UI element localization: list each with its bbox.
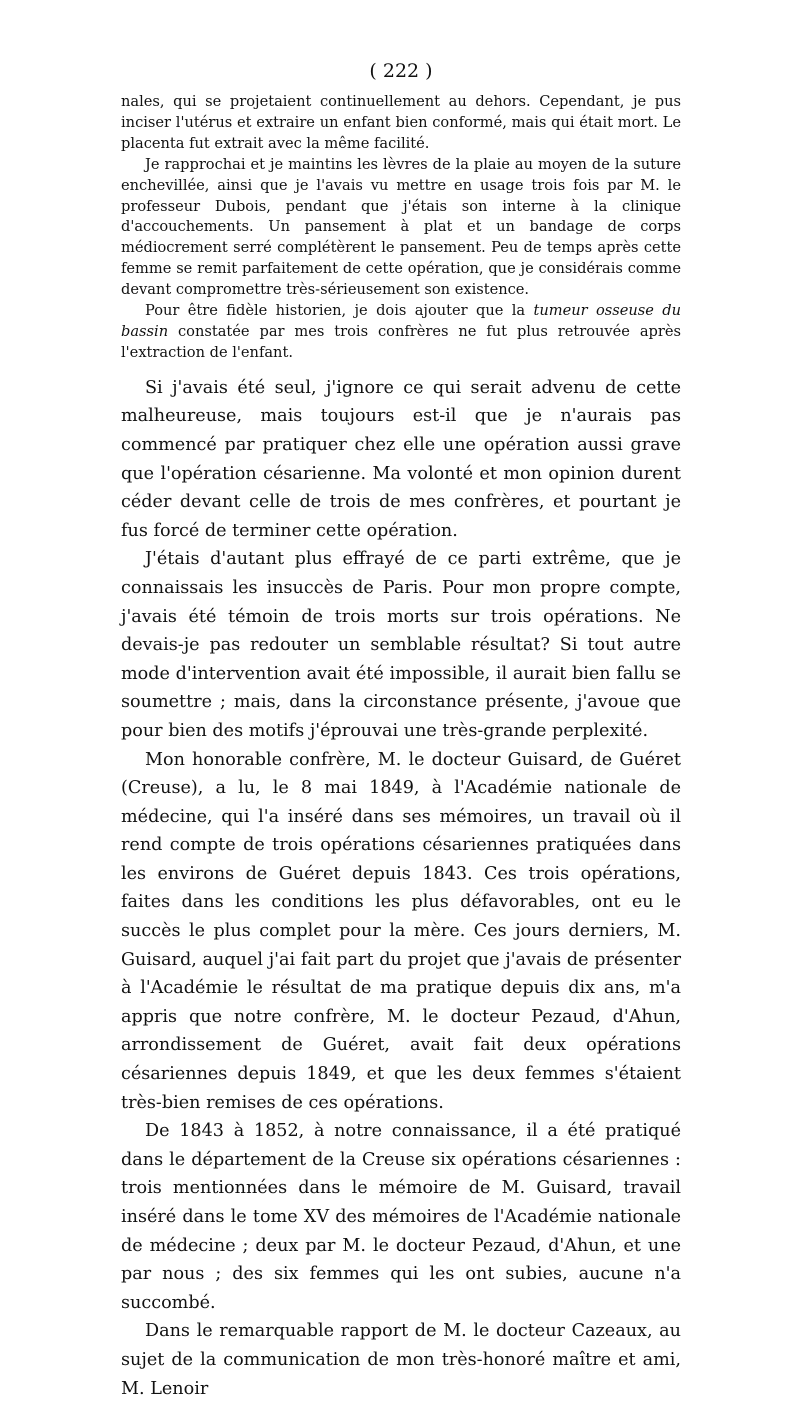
body-paragraph-1: Si j'avais été seul, j'ignore ce qui serait advenu de cette malheureuse, mais toujours est-il que je n'aurais pas commencé par pratiquer chez elle une opération aussi grave que l'opération césarienne. Ma volonté et mon opinion durent céder devant celle de trois de mes confrères, et pourtant je fus forcé de terminer cette opération. xyxy=(121,377,681,541)
note-paragraph-2: Je rapprochai et je maintins les lèvres de la plaie au moyen de la suture enchevillée, ainsi que je l'avais vu mettre en usage trois fois par M. le professeur Dubois, pendant que j'étais son interne à la clinique d'accouchements. Un pansement à plat et un bandage de corps médiocrement serré complétèrent le pansement. Peu de temps après cette femme se remit parfaitement de cette opération, que je considérais comme devant compromettre très-sérieusement son existence. xyxy=(121,155,681,299)
note-text-before: Pour être fidèle historien, je dois ajouter que la xyxy=(145,302,534,320)
body-paragraph-5: Dans le remarquable rapport de M. le docteur Cazeaux, au sujet de la communication de mon très-honoré maître et ami, M. Lenoir xyxy=(121,1321,681,1399)
body-paragraph-4: De 1843 à 1852, à notre connaissance, il a été pratiqué dans le département de la Creuse six opérations césariennes : trois mentionnées dans le mémoire de M. Guisard, travail inséré dans le tome XV des mémoires de l'Académie nationale de médecine ; deux par M. le docteur Pezaud, d'Ahun, et une par nous ; des six femmes qui les ont subies, aucune n'a succombé. xyxy=(121,1121,681,1313)
body-paragraph-2: J'étais d'autant plus effrayé de ce parti extrême, que je connaissais les insuccès de Paris. Pour mon propre compte, j'avais été témoin de trois morts sur trois opérations. Ne devais-je pas redouter un semblable résultat? Si tout autre mode d'intervention avait été impossible, il aurait bien fallu se soumettre ; mais, dans la circonstance présente, j'avoue que pour bien des motifs j'éprouvai une très-grande perplexité. xyxy=(121,549,681,741)
italic-phrase: tumeur osseuse du bassin xyxy=(121,302,682,340)
note-paragraph-1: nales, qui se projetaient continuellement au dehors. Cependant, je pus inciser l'utérus et extraire un enfant bien conformé, mais qui était mort. Le placenta fut extrait avec la même facilité. xyxy=(121,93,681,152)
book-page xyxy=(121,58,681,1403)
note-paragraph-3 xyxy=(121,301,681,364)
page-number: ( 222 ) xyxy=(369,60,433,82)
body-paragraph-3: Mon honorable confrère, M. le docteur Guisard, de Guéret (Creuse), a lu, le 8 mai 1849, à l'Académie nationale de médecine, qui l'a inséré dans ses mémoires, un travail où il rend compte de trois opérations césariennes pratiquées dans les environs de Guéret depuis 1843. Ces trois opérations, faites dans les conditions les plus défavorables, ont eu le succès le plus complet pour la mère. Ces jours derniers, M. Guisard, auquel j'ai fait part du projet que j'avais de présenter à l'Académie le résultat de ma pratique depuis dix ans, m'a appris que notre confrère, M. le docteur Pezaud, d'Ahun, arrondissement de Guéret, avait fait deux opérations césariennes depuis 1849, et que les deux femmes s'étaient très-bien remises de ces opérations. xyxy=(121,749,681,1113)
note-text-after: constatée par mes trois confrères ne fut plus retrouvée après l'extraction de l'enfant. xyxy=(121,322,681,361)
